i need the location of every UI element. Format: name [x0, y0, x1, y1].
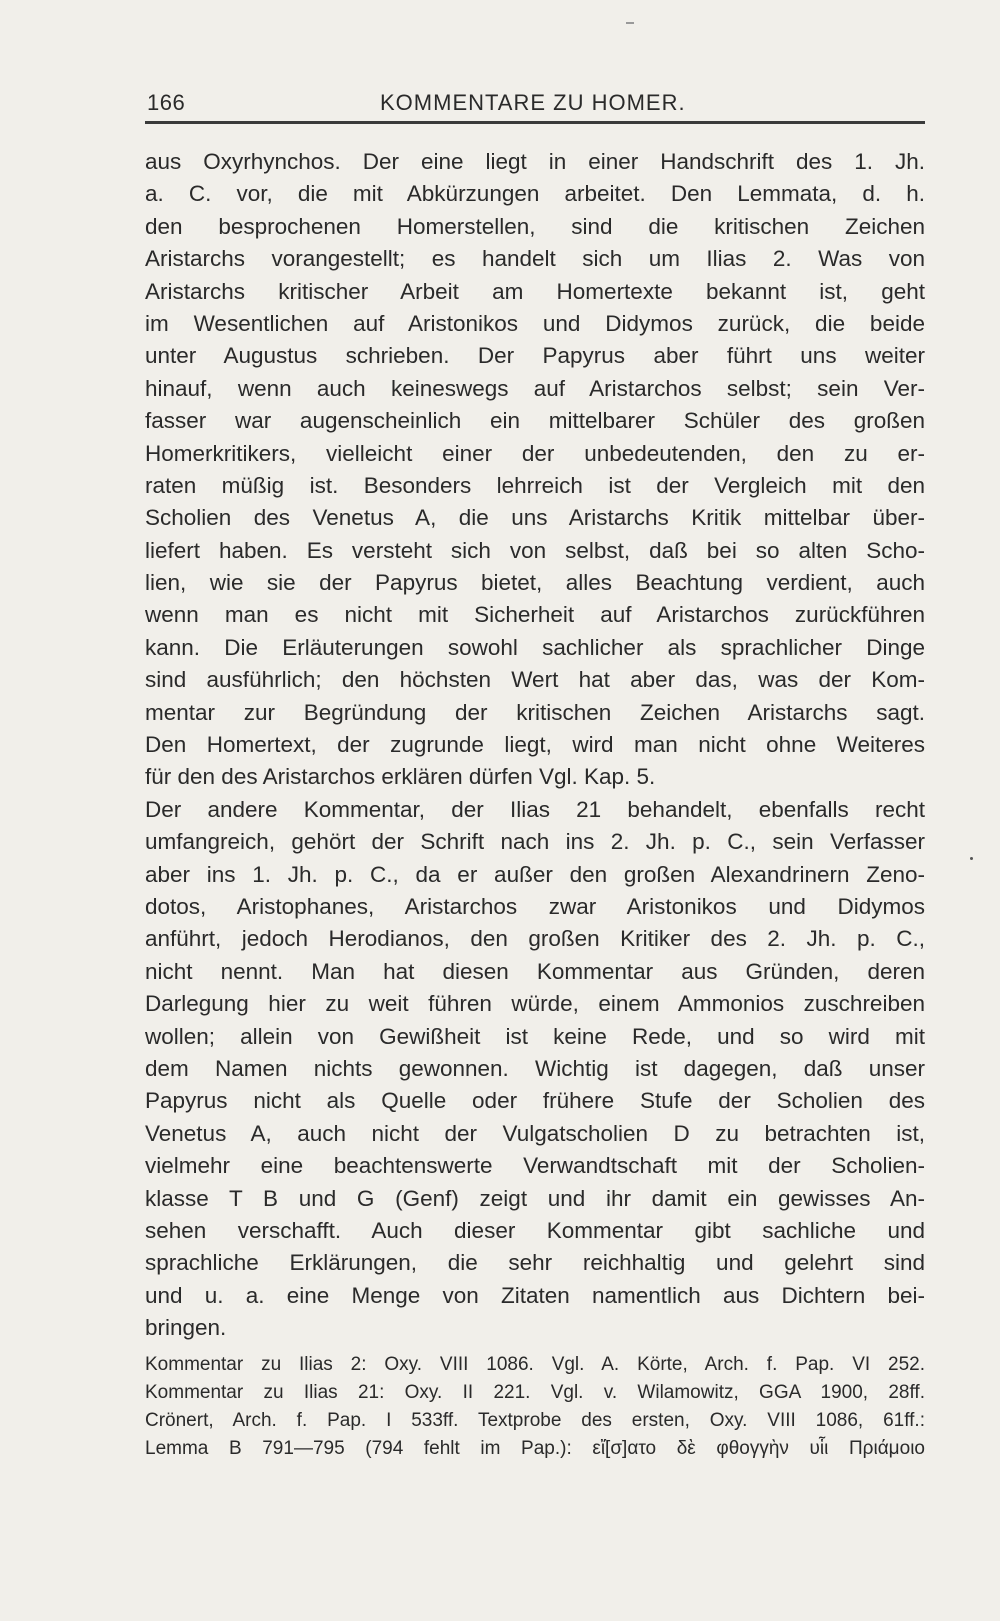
page-header: [145, 86, 925, 122]
print-mark: [626, 22, 634, 24]
reference-line: Crönert, Arch. f. Pap. I 533ff. Textprobe des ersten, Oxy. VIII 1086, 61ff.:: [145, 1409, 925, 1431]
reference-line: Kommentar zu Ilias 21: Oxy. II 221. Vgl. v. Wilamowitz, GGA 1900, 28ff.: [145, 1381, 925, 1403]
margin-dot: [970, 857, 973, 860]
text-line: klasse T B und G (Genf) zeigt und ihr damit ein gewisses An-: [145, 1185, 925, 1211]
text-line: umfangreich, gehört der Schrift nach ins 2. Jh. p. C., sein Verfasser: [145, 829, 925, 855]
text-line: Den Homertext, der zugrunde liegt, wird man nicht ohne Weiteres: [145, 732, 925, 758]
text-line: anführt, jedoch Herodianos, den großen Kritiker des 2. Jh. p. C.,: [145, 926, 925, 952]
text-line: den besprochenen Homerstellen, sind die kritischen Zeichen: [145, 213, 925, 239]
body-text: [145, 146, 925, 1344]
text-line: für den des Aristarchos erklären dürfen Vgl. Kap. 5.: [145, 764, 656, 790]
text-line: hinauf, wenn auch keineswegs auf Aristarchos selbst; sein Ver-: [145, 375, 925, 401]
running-title: KOMMENTARE ZU HOMER.: [380, 90, 686, 115]
reference-line: Kommentar zu Ilias 2: Oxy. VIII 1086. Vgl. A. Körte, Arch. f. Pap. VI 252.: [145, 1353, 925, 1375]
text-line: bringen.: [145, 1315, 227, 1341]
text-line: nicht nennt. Man hat diesen Kommentar aus Gründen, deren: [145, 958, 925, 984]
text-line: aus Oxyrhynchos. Der eine liegt in einer Handschrift des 1. Jh.: [145, 149, 925, 174]
text-line: lien, wie sie der Papyrus bietet, alles Beachtung verdient, auch: [145, 570, 925, 596]
text-line: wenn man es nicht mit Sicherheit auf Aristarchos zurückführen: [145, 602, 925, 628]
text-line: Der andere Kommentar, der Ilias 21 behandelt, ebenfalls recht: [145, 796, 925, 822]
text-line: dem Namen nichts gewonnen. Wichtig ist dagegen, daß unser: [145, 1055, 925, 1081]
text-line: Venetus A, auch nicht der Vulgatscholien D zu betrachten ist,: [145, 1120, 925, 1146]
text-line: Papyrus nicht als Quelle oder frühere Stufe der Scholien des: [145, 1088, 925, 1114]
text-line: Aristarchs kritischer Arbeit am Homertexte bekannt ist, geht: [145, 278, 925, 304]
text-line: aber ins 1. Jh. p. C., da er außer den großen Alexandrinern Zeno-: [145, 861, 925, 887]
text-line: fasser war augenscheinlich ein mittelbarer Schüler des großen: [145, 408, 925, 434]
text-line: raten müßig ist. Besonders lehrreich ist der Vergleich mit den: [145, 472, 925, 498]
text-line: Aristarchs vorangestellt; es handelt sich um Ilias 2. Was von: [145, 246, 925, 272]
text-line: liefert haben. Es versteht sich von selbst, daß bei so alten Scho-: [145, 537, 925, 563]
references: [145, 1351, 925, 1463]
text-line: Darlegung hier zu weit führen würde, einem Ammonios zuschreiben: [145, 991, 925, 1017]
text-line: vielmehr eine beachtenswerte Verwandtschaft mit der Scholien-: [145, 1153, 925, 1179]
text-line: sind ausführlich; den höchsten Wert hat aber das, was der Kom-: [145, 667, 925, 693]
text-line: a. C. vor, die mit Abkürzungen arbeitet. Den Lemmata, d. h.: [145, 181, 925, 207]
reference-line: Lemma B 791—795 (794 fehlt im Pap.): εἴ[σ]ατο δὲ φθογγὴν υἷι Πριάμοιο: [145, 1437, 925, 1459]
text-line: Homerkritikers, vielleicht einer der unbedeutenden, den zu er-: [145, 440, 925, 466]
page-number: 166: [147, 90, 186, 115]
text-line: mentar zur Begründung der kritischen Zeichen Aristarchs sagt.: [145, 699, 925, 725]
text-line: kann. Die Erläuterungen sowohl sachlicher als sprachlicher Dinge: [145, 634, 925, 660]
text-line: dotos, Aristophanes, Aristarchos zwar Aristonikos und Didymos: [145, 893, 925, 919]
text-line: wollen; allein von Gewißheit ist keine Rede, und so wird mit: [145, 1023, 925, 1049]
text-line: und u. a. eine Menge von Zitaten namentlich aus Dichtern bei-: [145, 1282, 925, 1308]
text-line: Scholien des Venetus A, die uns Aristarchs Kritik mittelbar über-: [145, 505, 925, 531]
text-line: sehen verschafft. Auch dieser Kommentar gibt sachliche und: [145, 1217, 925, 1243]
text-line: unter Augustus schrieben. Der Papyrus aber führt uns weiter: [145, 343, 925, 369]
header-rule: [145, 121, 925, 124]
text-line: sprachliche Erklärungen, die sehr reichhaltig und gelehrt sind: [145, 1250, 925, 1276]
text-line: im Wesentlichen auf Aristonikos und Didymos zurück, die beide: [145, 310, 925, 336]
